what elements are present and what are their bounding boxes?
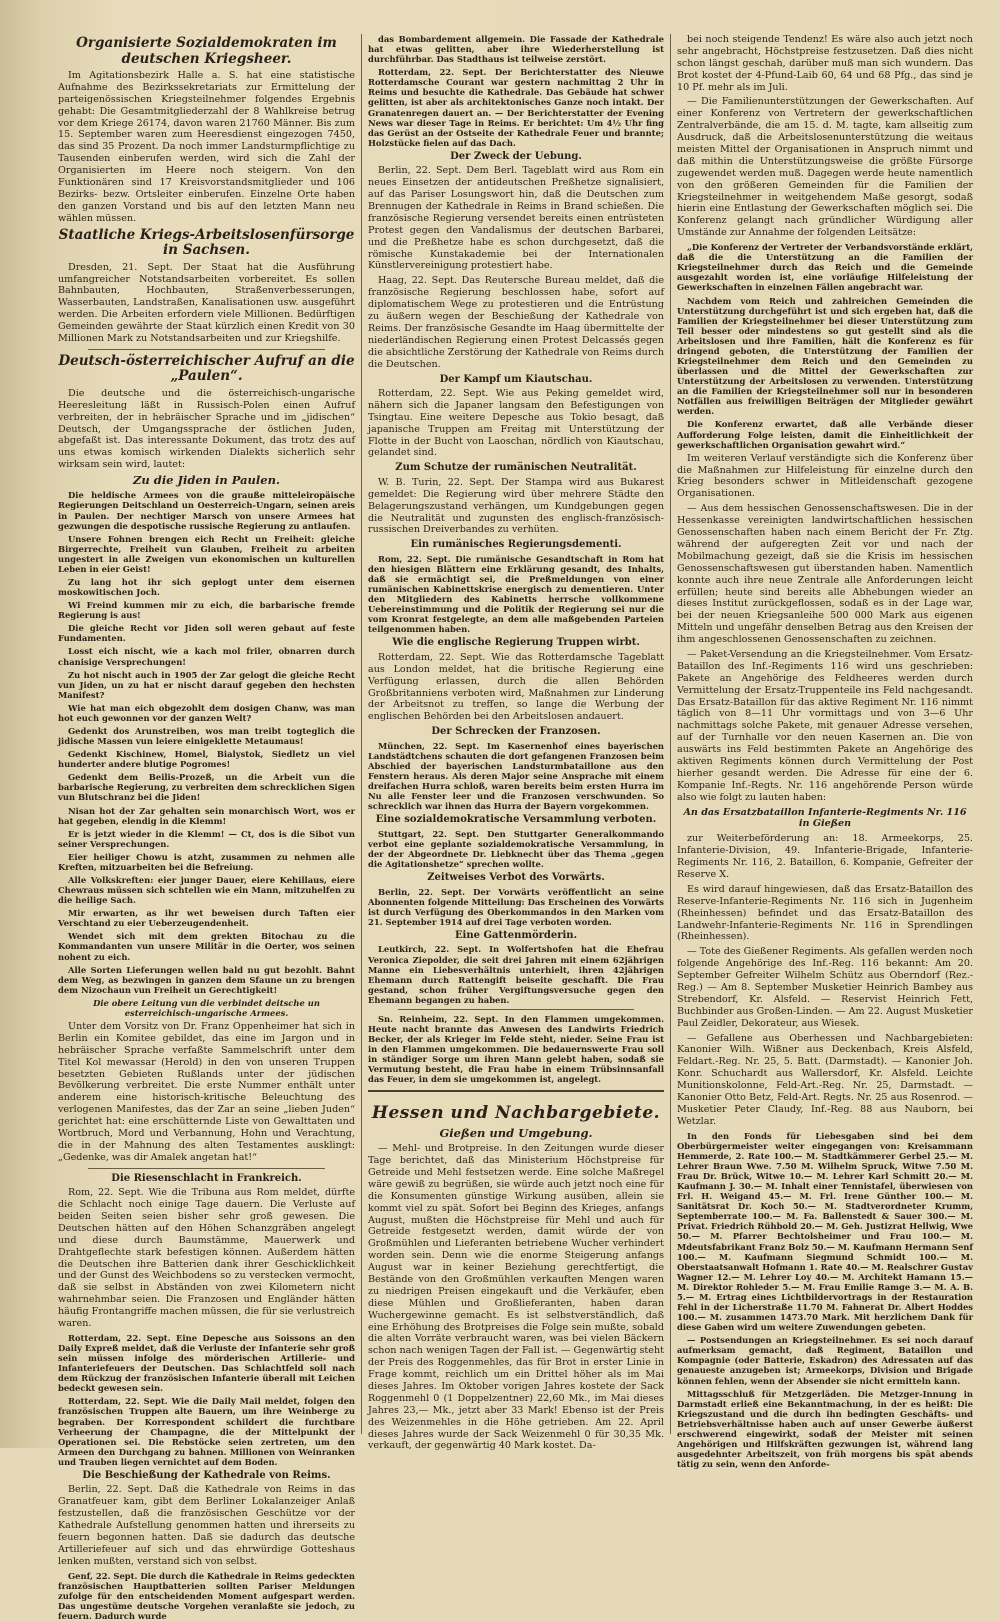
article-text: bei noch steigende Tendenz! Es wäre also auch jetzt noch sehr angebracht, Höchstpreise festzusetzen. Daß dies nicht schon längst geschah, darüber muß man sich wundern. Das Brot kostet der 4-Pfund-Laib 60, 64 und 68 Pfg., das sind je 10 Pf. mehr als im Juli.	[677, 34, 973, 93]
article-text: Rotterdam, 22. Sept. Wie das Rotterdamsche Tageblatt aus London meldet, hat die britische Regierung eine Verfügung erlassen, durch die allen Behörden Großbritanniens verboten wird, Maßnahmen zur Linderung der Arbeitsnot zu treffen, so lange die Werbung der englischen Behörden bei den Arbeitslosen andauert.	[368, 651, 664, 723]
headline-social-democrats: Organisierte Sozialdemokraten im deutschen Kriegsheer.	[76, 35, 337, 67]
article-text: — Die Familienunterstützungen der Gewerkschaften. Auf einer Konferenz von Vertretern der gewerkschaftlichen Zentralverbände, die am 15. d. M. tagte, kam allseitig zum Ausdruck, daß die Arbeitslosenunterstützung die weitaus meisten Mittel der Organisationen in Anspruch nimmt und daß mithin die Unterstützungsweise die größte Fürsorge zugewendet werden muß. Dagegen werde heute namentlich von den größeren Gemeinden für die Familien der Kriegsteilnehmer in weitgehendem Maße gesorgt, sodaß hierin eine Entlastung der Gewerkschaften möglich sei. Die Konferenz gelangt nach gründlicher Würdigung aller Umstände zur Annahme der folgenden Leitsätze:	[677, 96, 973, 239]
article-text: Berlin, 22. Sept. Daß die Kathedrale von Reims in das Granatfeuer kam, gibt dem Berliner Lokalanzeiger Anlaß festzustellen, daß die französischen Geschütze vor der Kathedrale Aufstellung genommen hatten und ihrerseits zu feuern begonnen hatten. Daß sie dadurch das deutsche Artilleriefeuer auf sich und das ehrwürdige Gotteshaus lenken mußten, verstand sich von selbst.	[58, 1484, 355, 1567]
article-text: — Paket-Versendung an die Kriegsteilnehmer. Vom Ersatz-Bataillon des Inf.-Regiments 116 wird uns geschrieben: Pakete an Angehörige des Feldheeres werden durch Vermittelung der Ersatz-Truppenteile ins Feld nachgesandt. Das Ersatz-Bataillon für das aktive Regiment Nr. 116 nimmt täglich von 8—11 Uhr vormittags und von 3—6 Uhr nachmittags solche Pakete, mit genauer Adresse versehen, auf der Turnhalle vor den neuen Kasernen an. Die von auswärts ins Feld bestimmten Pakete an Angehörige des aktiven Regiments können durch Vermittelung der Post hierher gesandt werden. Die Adresse für eine der 6. Kompanie Inf.-Regts. Nr. 116 angehörende Person würde also wie folgt zu lauten haben:	[677, 648, 973, 803]
headline-appeal-to-paulen: Deutsch-österreichischer Aufruf an die „Paulen“.	[58, 352, 355, 385]
appeal-text: Wendet sich mit dem grekten Bitochau zu die Kommandanten vun unsere Militär in die Oerter, wos seinen nohent zu eich.	[58, 931, 355, 962]
address-line: An das Ersatzbataillon Infanterie-Regiments Nr. 116 in Gießen	[683, 806, 967, 830]
section-title-hessen: Hessen und Nachbargebiete.	[371, 1103, 661, 1124]
article-text: Rotterdam, 22. Sept. Wie aus Peking gemeldet wird, nähern sich die Japaner langsam den Befestigungen von Tsingtau. Eine weitere Depesche aus Tokio besagt, daß japanische Truppen am Freitag mit Unterstützung der Flotte in der Bucht von Laoschan, nördlich von Kiautschau, gelandet sind.	[368, 388, 664, 459]
article-text-small: München, 22. Sept. Im Kasernenhof eines bayerischen Landstädtchens schauten die dort gefangenen Franzosen beim Abschied der bayerischen Landsturmbataillone aus den Fenstern heraus. Als deren Major seine Ansprache mit einem dreifachen Hurra schloß, waren bereits beim ersten Hurra im Nu alle Fenster leer und die Franzosen verschwunden. So schrecklich war ihnen das Hurra der Bayern vorgekommen.	[368, 740, 664, 812]
headline-purpose-of-exercise: Der Zweck der Uebung.	[450, 150, 582, 162]
appeal-text: Wie hat man eich obgezohlt dem dosigen Chanw, was man hot euch gewonnen vor der ganzen Welt?	[58, 702, 355, 723]
resolution-text: Die Konferenz erwartet, daß alle Verbände dieser Aufforderung Folge leisten, damit die Einheitlichkeit der gewerkschaftlichen Organisation gewahrt wird.“	[677, 419, 973, 450]
divider	[88, 349, 325, 350]
divider	[88, 1168, 325, 1169]
column-1	[52, 34, 361, 1621]
article-text: Es wird darauf hingewiesen, daß das Ersatz-Bataillon des Reserve-Infanterie-Regiments Nr. 116 sich in Jugenheim (Rheinhessen) befindet und das Ersatz-Bataillon des Landwehr-Infanterie-Regiments Nr. 116 in Sprendlingen (Rheinhessen).	[677, 883, 973, 943]
appeal-text: Wi Freind kummen mir zu eich, die barbarische fremde Regierung is aus!	[58, 600, 355, 621]
headline-romanian-neutrality: Zum Schutze der rumänischen Neutralität.	[395, 462, 637, 474]
appeal-text: Zu hot nischt auch in 1905 der Zar gelogt die gleiche Recht vun Jiden, un zu hat er nischt darauf gegeben den hechsten Manifest?	[58, 669, 355, 700]
column-3	[670, 34, 979, 1470]
resolution-text: Nachdem vom Reich und zahlreichen Gemeinden die Unterstützung durchgeführt ist und sich ergeben hat, daß die Familien der Kriegsteilnehmer bei dieser Unterstützung zum Teil besser oder mindestens so gut gestellt sind als die Arbeitslosen und ihre Familien, hält die Konferenz es für dringend geboten, die Unterstützung der Familien der Kriegsteilnehmer dem Reich und den Gemeinden zu überlassen und die Mittel der Gewerkschaften zur Unterstützung der Arbeitslosen zu verwenden. Unterstützung an die Familien der Kriegsteilnehmer soll nur in besonderen Notfällen aus freiwilligen Beiträgen der Mitglieder gewährt werden.	[677, 295, 973, 417]
article-text: Die deutsche und die österreichisch-ungarische Heeresleitung läßt in Russisch-Polen einen Aufruf verbreiten, der in hebräischer Sprache und im „jidischen“ Deutsch, der Umgangssprache der östlichen Juden, abgefaßt ist. Das interessante Dokument, das trotz des auf uns etwas komisch wirkenden Dialekts sicherlich sehr wirksam sein wird, lautet:	[58, 387, 355, 471]
donation-list: In den Fonds für Liebesgaben sind bei dem Oberbürgermeister weiter eingegangen von: Kreisammann Hemmerde, 2. Rate 100.— M. Stadtkämmerer Gerbel 25.— M. Lehrer Braun Wwe. 7.50 M. Wilhelm Spruck, Witwe 7.50 M. Frau Dr. Brück, Witwe 10.— M. Lehrer Karl Schmitt 20.— M. Kaufmann J. 30.— M. Inhalt einer Tennistafel, überwiesen von Frl. H. Weigand 45.— M. Frl. Irene Günther 100.— M. Sanitätsrat Dr. Koch 50.— M. Stadtverordneter Krumm, Septemberrate 100.— M. Fa. Ballenstedt & Sauer 300.— M. Privat. Friedrich Rühbold 20.— M. Geh. Justizrat Hellwig, Wwe 50.— M. Pfarrer Bechtolsheimer und Frau 100.— M. Mdeutsfabrikant Franz Bolz 50.— M. Kaufmann Hermann Senf 100.— M. Kaufmann Siegmund Schmidt 100.— M. Oberstaatsanwalt Hofmann 1. Rate 40.— M. Realschrer Gustav Wagner 12.— M. Lehrer Loy 40.— M. Architekt Hamann 15.— M. Direktor Rohleder 5.— M. Frau Emilie Ramge 3.— M. A. B. 5.— M. Ertrag eines Lichtbildervortrags in der Restauration Fehl in der Licherstraße 11.70 M. Fahnerat Dr. Albert Hoddes 100.— M. zusammen 1473.70 Mark. Mit herzlichem Dank für diese Gaben wird um weitere Zuwendungen gebeten.	[677, 1130, 973, 1333]
article-text-small: Sn. Reinheim, 22. Sept. In den Flammen umgekommen. Heute nacht brannte das Anwesen des Landwirts Friedrich Becker, der als Krieger im Felde steht, nieder. Seine Frau ist in den Flammen umgekommen. Die bedauernswerte Frau soll in ständiger Sorge um ihren Mann gelebt haben, sodaß sie Vermutung besteht, die Frau habe in einem Trübsinnsanfall das Feuer, in dem sie umgekommen ist, angelegt.	[368, 1013, 664, 1085]
article-text: Unter dem Vorsitz von Dr. Franz Oppenheimer hat sich in Berlin ein Komitee gebildet, das eine im Jargon und in hebräischer Sprache verfaßte Sammelschrift unter dem Titel Kol mewassar (Herold) in den von unseren Truppen besetzten Gebieten Rußlands unter der jüdischen Bevölkerung verbreitet. Die erste Nummer enthält unter anderem eine historisch-kritische Beleuchtung des verlogenen Manifestes, das der Zar an seine „lieben Juden“ gerichtet hat: eine erschütternde Liste von Gewalttaten und Wortbruch, Mord und Verbannung, Hohn und Verachtung, die in der Mahnung des alten Testamentes ausklingt: „Gedenke, was dir Amalek angetan hat!“	[58, 1021, 355, 1163]
headline-kiautschau: Der Kampf um Kiautschau.	[439, 373, 593, 385]
headline-french-fright: Der Schrecken der Franzosen.	[431, 726, 601, 738]
headline-murderess: Eine Gattenmörderin.	[454, 929, 578, 941]
appeal-text: Gedenkt Kischinew, Homel, Bialystok, Siedletz un viel hunderter andere blutige Pogromes!	[58, 749, 355, 770]
appeal-text: Nisan hot der Zar gehalten sein monarchisch Wort, wos er hat gegeben, elendig in die Klemm!	[58, 805, 355, 826]
article-text-small: — Postsendungen an Kriegsteilnehmer. Es sei noch darauf aufmerksam gemacht, daß Regiment, Bataillon und Kompagnie (oder Batterie, Eskadron) des Adressaten auf das genaueste anzugeben ist; Armeekorps, Division und Brigade können fehlen, wenn der Absender sie nicht ermitteln kann.	[677, 1335, 973, 1386]
headline-battle-france: Die Riesenschlacht in Frankreich.	[111, 1172, 302, 1184]
appeal-text: Alle Volkskreften: eier junger Dauer, eiere Kehillaus, eiere Chewraus müssen sich schtellen wie ein Mann, mitzuhelfen zu die heilige Sach.	[58, 875, 355, 906]
headline-english-recruiting: Wie die englische Regierung Truppen wirbt.	[392, 637, 640, 649]
headline-zu-die-jiden: Zu die Jiden in Paulen.	[133, 473, 280, 488]
appeal-text: Zu lang hot ihr sich geplogt unter dem eisernen moskowitischen Joch.	[58, 576, 355, 598]
appeal-text: Die heldische Armees von die grauße mitteleiropäische Regierungen Deitschland un Oesterreich-Ungarn, seinen areis in Paulen. Der nechtiger Marsch von unsere Armees hat gezwungen die despotische russische Regierung zu antlaufen.	[58, 490, 355, 531]
article-text: Haag, 22. Sept. Das Reutersche Bureau meldet, daß die französische Regierung beschlossen habe, sofort auf diplomatischem Wege zu protestieren und die Entrüstung zu äußern wegen der Beschießung der Kathedrale von Reims. Der französische Gesandte im Haag übermittelte der niederländischen Regierung einen Protest Delcassés gegen die absichtliche Zerstörung der Kathedrale von Reims durch die Deutschen.	[368, 275, 664, 370]
article-text-small: Mittagsschluß für Metzgerläden. Die Metzger-Innung in Darmstadt erließ eine Bekanntmachung, in der es heißt: Die Kriegszustand und die durch ihn bedingten Geschäfts- und Betriebsverhältnisse haben auch auf unser Gewerbe äußerst erschwerend eingewirkt, sodaß der Meister mit seinen Angehörigen und Hilfskräften gezwungen ist, während lang ausgedehnter Arbeitszeit, von früh morgens bis spät abends tätig zu sein, wenn den Anforde-	[677, 1388, 973, 1470]
divider	[398, 1009, 634, 1010]
appeal-text: Eier heiliger Chowu is atzht, zusammen zu nehmen alle Kreften, mitzuarbeiten bei die Befreiung.	[58, 851, 355, 872]
section-divider	[368, 1090, 664, 1092]
appeal-text: Unsere Fohnen brengen eich Recht un Freiheit: gleiche Birgerrechte, Freiheit vun Glauben, Freiheit zu arbeiten ungestert in alle Zweigen vun ekonomischen un kulturellen Leben in eier Geist!	[58, 533, 355, 574]
article-text: Im weiteren Verlauf verständigte sich die Konferenz über die Maßnahmen zur Hilfeleistung für einzelne durch den Krieg besonders schwer in Mitleidenschaft gezogene Organisationen.	[677, 452, 973, 500]
appeal-text: Er is jetzt wieder in die Klemm! — Ct, dos is die Sibot vun seiner Versprechungen.	[58, 828, 355, 849]
appeal-signature: Die obere Leitung vun die verbindet deitsche un esterreichisch-ungarische Armees.	[93, 997, 320, 1018]
article-text-small: Rotterdam, 22. Sept. Der Berichterstatter des Nieuwe Rotterdamsche Courant war gestern nachmittag 2 Uhr in Reims und besuchte die Kathedrale. Das Gebäude hat schwer gelitten, ist aber als architektonisches Ganze noch intakt. Der Granatenregen dauert an. — Der Berichterstatter der Evening News war dieser Tage in Reims. Er berichtet: Um 4½ Uhr fing das Gerüst an der Ostseite der Kathedrale Feuer und brannte; Holzstücke fielen auf das Dach.	[368, 67, 664, 148]
article-text-small: Rotterdam, 22. Sept. Eine Depesche aus Soissons an den Daily Expreß meldet, daß die Verluste der Infanterie sehr groß sein müssen infolge des mörderischen Artillerie- und Infanteriefeuers der Deutschen. Das Schlachtfeld soll nach dem Rückzug der französischen Infanterie überall mit Leichen bedeckt gewesen sein.	[58, 1332, 355, 1394]
headline-vorwaerts-ban: Zeitweises Verbot des Vorwärts.	[427, 872, 605, 884]
article-text-small: das Bombardement allgemein. Die Fassade der Kathedrale hat etwas gelitten, aber ihre Wiederherstellung ist durchführbar. Das Stadthaus ist teilweise zerstört.	[368, 34, 664, 65]
article-text: Berlin, 22. Sept. Dem Berl. Tageblatt wird aus Rom ein neues Einsetzen der antideutschen Preßhetze signalisiert, auf das Pariser Losungswort hin, daß die Deutschen zum Brennugen der Kathedrale in Reims in Brand schießen. Die französische Regierung versendet bereits einen entrüsteten Protest gegen den Vandalismus der deutschen Barbarei, und die Preßhetze habe es schon durchgesetzt, daß die römische Kunstakademie bei der Internationalen Künstlervereinigung protestiert habe.	[368, 165, 664, 272]
appeal-text: Gedenkt dos Arunstreiben, wos man treibt togteglich die jidische Massen vun leiere einigeklette Metaumaus!	[58, 726, 355, 747]
appeal-text: Die gleiche Recht vor Jiden soll weren gebaut auf feste Fundamenten.	[58, 623, 355, 644]
article-text: — Tote des Gießener Regiments. Als gefallen werden noch folgende Angehörige des Inf.-Reg. 116 bekannt: Am 20. September Gefreiter Wilhelm Schütz aus Oberndorf (Rez.-Reg.) — Am 8. September Musketier Heinrich Bambey aus Strebendorf, Kr. Alsfeld. — Reservist Heinrich Fett, Buchbinder aus Großen-Linden. — Am 22. August Musketier Paul Zeidler, Dekorateur, aus Wiesek.	[677, 946, 973, 1029]
headline-meeting-banned: Eine sozialdemokratische Versammlung verboten.	[375, 814, 657, 826]
article-text-small: Genf, 22. Sept. Die durch die Kathedrale in Reims gedeckten französischen Hauptbatterien sollten Pariser Meldungen zufolge für den entscheidenden Moment aufgespart werden. Das ungestüme deutsche Vorgehen veranlaßte sie jedoch, zu feuern. Dadurch wurde	[58, 1570, 355, 1621]
article-text: — Aus dem hessischen Genossenschaftswesen. Die in der Hessenkasse vereinigten landwirtschaftlichen hessischen Genossenschaften haben nach einem Bericht der Fr. Ztg. während der aufgeregten Zeit vor und nach der Mobilmachung gezeigt, daß sie die Krisis im hessischen Genossenschaftswesen gut überstanden haben. Namentlich konnte auch ihre neue Zentrale alle Anforderungen leicht erfüllen; heute sind bereits alle Abhebungen wieder an dieses Institut zurückgeflossen, sodaß es in der Lage war, bei der neuen Kriegsanleihe 500 000 Mark aus eigenen Mitteln und ungefähr denselben Betrag aus den Kreisen der ihm angeschlossenen Genossenschaften zu zeichnen.	[677, 503, 973, 646]
article-text-small: Rotterdam, 22. Sept. Wie die Daily Mail meldet, folgen den französischen Truppen alte Bauern, um ihre Weinberge zu begraben. Der Korrespondent schildert die furchtbare Verheerung der Champagne, die der Mittelpunkt der Operationen sei. Die Rebstöcke seien zertreten, um den Armeen den Durchgang zu bahnen. Millionen von Weinranken und Trauben liegen vernichtet auf dem Boden.	[58, 1396, 355, 1467]
article-text: Dresden, 21. Sept. Der Staat hat die Ausführung umfangreicher Notstandsarbeiten vorbereitet. Es sollen Bahnbauten, Hochbauten, Straßenverbesserungen, Wasserbauten, Landstraßen, Kanalisationen usw. ausgeführt werden. Die Arbeiten erfordern viele Millionen. Bedürftigen Gemeinden gewährte der Staat kürzlich einen Kredit von 30 Millionen Mark zu Notstandsarbeiten und zur Kriegshilfe.	[58, 261, 355, 344]
article-text-small: Leutkirch, 22. Sept. In Wolfertshofen hat die Ehefrau Veronica Ziepolder, die seit drei Jahren mit einem 62jährigen Manne ein Liebesverhältnis unterhielt, ihren 42jährigen Ehemann durch Rattengift beiseite geschafft. Die Frau gestand, schon früher Vergiftungsversuche gegen den Ehemann begangen zu haben.	[368, 944, 664, 1005]
appeal-text: Gedenkt dem Beilis-Prozeß, un die Arbeit vun die barbarische Regierung, zu verbreiten dem schrecklichen Sigen vun Blutschranz bei die Jiden!	[58, 772, 355, 803]
section-subtitle-giessen: Gießen und Umgebung.	[439, 1126, 593, 1140]
article-text-small: Stuttgart, 22. Sept. Den Stuttgarter Generalkommando verbot eine geplante sozialdemokratische Versammlung, in der der Abgeordnete Dr. Liebknecht über das Thema „gegen die Agitationshetze“ sprechen wollte.	[368, 828, 664, 870]
resolution-text: „Die Konferenz der Vertreter der Verbandsvorstände erklärt, daß die die Unterstützung an die Familien der Kriegsteilnehmer durch das Reich und die Gemeinde ausgezahlt worden ist, eine vorläufige Hilfeleistung der Gewerkschaften in einzelnen Fällen angebracht war.	[677, 242, 973, 293]
headline-reims-cathedral: Die Beschießung der Kathedrale von Reims.	[82, 1469, 331, 1481]
appeal-text: Alle Sorten Lieferungen wellen bald nu gut bezohlt. Bahnt dem Weg, as bezwingen in ganzen dem Sfaune un zu brengen dem Nizochaun vun Freiheit un Gerechtigkeit!	[58, 964, 355, 995]
appeal-text: Losst eich nischt, wie a kach mol friler, obnarren durch chanisige Versprechungen!	[58, 646, 355, 667]
appeal-text: Mir erwarten, as ihr wet beweisen durch Taften eier Verschtand zu eier Ueberzeugendenheit.	[58, 908, 355, 929]
article-text: Rom, 22. Sept. Wie die Tribuna aus Rom meldet, dürfte die Schlacht noch einige Tage dauern. Die Verluste auf beiden Seiten seien bisher sehr groß gewesen. Die Deutschen hätten auf den Höhen Schanzgräben angelegt und diese durch Baumstämme, Mauerwerk und Drahtgeflechte stark befestigen können. Außerdem hätten die Deutschen ihre Batterien dank ihrer Geschicklichkeit und der Gunst des Weichbodens so zu verstecken vermocht, daß sie selbst in Abständen von zwei Kilometern nicht wahrnehmbar seien. Die Franzosen und Engländer hätten häufig Frontangriffe machen müssen, die für sie verlustreich waren.	[58, 1187, 355, 1330]
article-text: — Gefallene aus Oberhessen und Nachbargebieten: Kanonier Wilh. Wißner aus Deckenbach, Kreis Alsfeld, Feldart.-Reg. Nr. 25, 5. Batt. (Darmstadt). — Kanonier Joh. Konr. Schuchardt aus Wallersdorf, Kr. Alsfeld. Leichte Munitionskolonne, Feld-Art.-Reg. Nr. 25, Darmstadt. — Kanonier Otto Betz, Feld-Art. Regts. Nr. 25 aus Rosenrod. — Musketier Peter Claudy, Inf.-Reg. 88 aus Nauborn, bei Wetzlar.	[677, 1032, 973, 1127]
article-text: W. B. Turin, 22. Sept. Der Stampa wird aus Bukarest gemeldet: Die Regierung wird über mehrere Städte den Belagerungszustand verhängen, um Kundgebungen gegen die Neutralität und zugunsten des englisch-französisch-russischen Dreiverbandes zu verhüten.	[368, 476, 664, 536]
article-text: zur Weiterbeförderung an: 18. Armeekorps, 25. Infanterie-Division, 49. Infanterie-Brigade, Infanterie-Regiments Nr. 116, 2. Bataillon, 6. Kompanie, Gefreiter der Reserve X.	[677, 833, 973, 880]
article-text: — Mehl- und Brotpreise. In den Zeitungen wurde dieser Tage berichtet, daß das Ministerium Höchstpreise für Getreide und Mehl festsetzen werde. Eine solche Maßregel wäre gewiß zu begrüßen, sie würde auch jetzt noch eine für die Konsumenten günstige Wirkung ausüben, allein sie kommt viel zu spät. Sofort bei Beginn des Krieges, anfangs August, mußten die Höchstpreise für Mehl und auch für Getreide festgesetzt werden, damit würde der von Großmühlen und Lieferanten betriebene Wucher verhindert worden sein. Denn wie die enorme Steigerung anfangs August war in keiner Beziehung gerechtfertigt, die Bestände von den Großmühlen verkauften Mengen waren zu niedrigen Preisen eingekauft und die Verkäufer, eben diese Mühlen und Großlieferanten, haben daran Wuchergewinne gemacht. Es ist selbstverständlich, daß eine Erhöhung des Brotpreises die Folge sein mußte, sobald die alten Vorräte verbraucht waren, was bei vielen Bäckern schon nach wenigen Tagen der Fall ist. — Gegenwärtig steht der Preis des Roggenmehles, das für Brot in erster Linie in Frage kommt, reichlich um ein Drittel höher als im Mai dieses Jahres. Im Oktober vorigen Jahres kostete der Sack Roggenmehl 0 (1 Doppelzentner) 22,60 Mk., im Mai dieses Jahres 23,— Mk., jetzt aber 33 Mark! Ebenso ist der Preis des Weizenmehles in die Höhe getrieben. Am 22. April dieses Jahres wurde der Sack Weizenmehl 0 für 30,35 Mk. verkauft, der gegenwärtig 40 Mark kostet. Da-	[368, 1143, 664, 1452]
article-text: Im Agitationsbezirk Halle a. S. hat eine statistische Aufnahme des Bezirkssekretariats zur Ermittelung der parteigenössischen Kriegsteilnehmer folgendes Ergebnis gehabt: Die Gesamtmitgliederzahl der 8 Wahlkreise betrug vor dem Kriege 26174, davon waren 21760 Männer. Bis zum 15. September waren zum Heeresdienst eingezogen 7450, das sind 35 Prozent. Da noch immer Landsturmpflichtige zu Tausenden einberufen werden, wird sich die Zahl der Organisierten im Heere noch steigern. Von den Funktionären sind 17 Kreisvorstandsmitglieder und 106 Bezirks- bezw. Ortsleiter einberufen. Einzelne Orte haben den ganzen Vorstand und bis auf den letzten Mann neu wählen müssen.	[58, 70, 355, 224]
article-text-small: Rom, 22. Sept. Die rumänische Gesandtschaft in Rom hat den hiesigen Blättern eine Erklärung gesandt, des Inhalts, daß sie ermächtigt sei, die Preßmeldungen von einer rumänischen Kabinettskrise energisch zu dementieren. Unter den Mitgliedern des Kabinetts herrsche vollkommene Uebereinstimmung und die Politik der Regierung sei nur die vom Kronrat festgelegte, an dem alle maßgebenden Parteien teilgenommen haben.	[368, 553, 664, 635]
headline-romanian-dementi: Ein rumänisches Regierungsdementi.	[410, 539, 622, 551]
column-container	[52, 34, 980, 1621]
article-text-small: Berlin, 22. Sept. Der Vorwärts veröffentlicht an seine Abonnenten folgende Mitteilung: Das Erscheinen des Vorwärts ist durch Verfügung des Oberkommandos in den Marken vom 21. September 1914 auf drei Tage verboten worden.	[368, 886, 664, 927]
headline-unemployment-care: Staatliche Kriegs-Arbeitslosenfürsorge in Sachsen.	[58, 226, 355, 259]
column-2	[361, 34, 670, 1452]
